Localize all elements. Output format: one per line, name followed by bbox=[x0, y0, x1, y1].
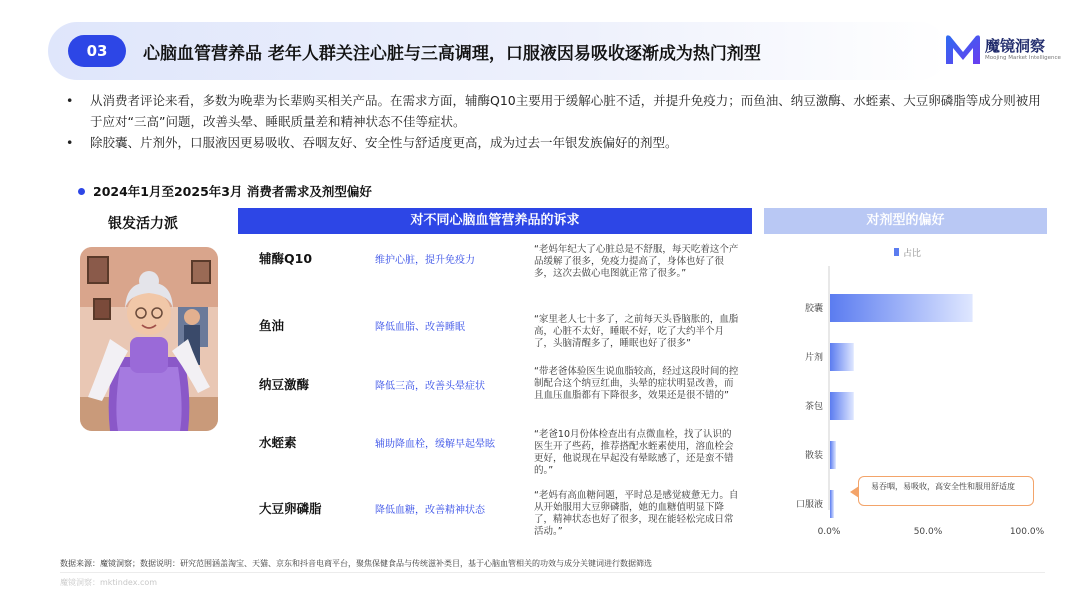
brand-subtitle: Moojing Market Intelligence bbox=[985, 55, 1061, 61]
bullet-marker: • bbox=[66, 135, 74, 150]
category-label: 片剂 bbox=[804, 353, 823, 363]
product-name: 大豆卵磷脂 bbox=[259, 501, 322, 516]
consumer-quote: “老妈有高血糖问题，平时总是感觉疲惫无力。自从开始服用大豆卵磷脂，她的血糖值明显下降了，精神状态也好了很多，现在能轻松完成日常活动。” bbox=[534, 490, 739, 537]
category-label: 散装 bbox=[804, 451, 823, 461]
summary-bullets bbox=[66, 90, 1046, 153]
x-tick-label: 0.0% bbox=[817, 527, 841, 537]
product-name: 鱼油 bbox=[259, 318, 285, 333]
bullet-text: 从消费者评论来看，多数为晚辈为长辈购买相关产品。在需求方面，辅酶Q10主要用于缓解心脏不适，并提升免疫力；而鱼油、纳豆激酶、水蛭素、大豆卵磷脂等成分则被用于应对“三高”问题，改善头晕、睡眠质量差和精神状态不佳等症状。 bbox=[90, 93, 1041, 129]
group-label: 银发活力派 bbox=[108, 216, 178, 232]
subtitle-dot-icon bbox=[78, 188, 85, 195]
section-number-badge: 03 bbox=[68, 35, 126, 67]
x-tick-label: 100.0% bbox=[1009, 527, 1045, 537]
product-name: 水蛭素 bbox=[259, 435, 297, 450]
oral-liquid-callout: 易吞咽，易吸收，高安全性和服用舒适度 bbox=[858, 476, 1034, 506]
bullet-text: 除胶囊、片剂外，口服液因更易吸收、吞咽友好、安全性与舒适度更高，成为过去一年银发族偏好的剂型。 bbox=[90, 135, 678, 150]
consumer-quote: “老妈年纪大了心脏总是不舒服，每天吃着这个产品缓解了很多，免疫力提高了，身体也好了很多，这次去做心电图就正常了很多。” bbox=[534, 244, 739, 279]
consumer-quote: “老爸10月份体检查出有点微血栓，找了认识的医生开了些药，推荐搭配水蛭素使用，溶血栓会更好，他说现在早起没有晕眩感了，还是蛮不错的。” bbox=[534, 429, 734, 476]
elderly-woman-illustration bbox=[80, 247, 218, 431]
section-subtitle bbox=[78, 182, 372, 200]
bullet-item bbox=[66, 132, 1046, 153]
page-title: 心脑血管营养品 老年人群关注心脏与三高调理，口服液因易吸收逐渐成为热门剂型 bbox=[143, 44, 761, 64]
product-row bbox=[238, 366, 752, 426]
dosage-chart-header: 对剂型的偏好 bbox=[764, 208, 1047, 234]
product-row bbox=[238, 490, 752, 550]
legend-label: 占比 bbox=[903, 249, 922, 259]
category-label: 茶包 bbox=[804, 402, 823, 412]
product-name: 辅酶Q10 bbox=[259, 251, 313, 266]
product-row bbox=[238, 429, 752, 489]
bar bbox=[830, 294, 973, 322]
product-appeal: 降低三高，改善头晕症状 bbox=[375, 381, 485, 392]
brand-name: 魔镜洞察 bbox=[985, 37, 1046, 55]
brand-logo-icon bbox=[943, 32, 983, 68]
appeal-table-header: 对不同心脑血管营养品的诉求 bbox=[238, 208, 752, 234]
bullet-marker: • bbox=[66, 93, 74, 108]
category-label: 口服液 bbox=[795, 500, 823, 510]
bar bbox=[830, 343, 854, 371]
section-subtitle-text: 2024年1月至2025年3月 消费者需求及剂型偏好 bbox=[93, 184, 372, 199]
footer-divider bbox=[60, 572, 1045, 573]
data-source-note: 数据来源：魔镜洞察；数据说明：研究范围涵盖淘宝、天猫、京东和抖音电商平台，聚焦保健食品与传统滋补类目，基于心脑血管相关的功效与成分关键词进行数据筛选 bbox=[60, 559, 652, 568]
product-name: 纳豆激酶 bbox=[259, 377, 310, 392]
bar bbox=[830, 392, 854, 420]
consumer-quote: “带老爸体验医生说血脂较高，经过这段时间的控制配合这个纳豆红曲，头晕的症状明显改善，而且血压血脂都有下降很多，效果还是很不错的” bbox=[534, 366, 739, 401]
product-appeal: 降低血糖，改善精神状态 bbox=[375, 505, 485, 516]
product-appeal: 辅助降血栓，缓解早起晕眩 bbox=[375, 439, 495, 450]
product-appeal: 降低血脂、改善睡眠 bbox=[375, 322, 465, 333]
bar bbox=[830, 441, 836, 469]
legend-swatch bbox=[894, 248, 899, 256]
x-tick-label: 50.0% bbox=[913, 527, 943, 537]
consumer-quote: “家里老人七十多了，之前每天头昏脑胀的，血脂高，心脏不太好，睡眠不好，吃了大约半个月了，头脑清醒多了，睡眠也好了很多” bbox=[534, 314, 739, 349]
product-appeal: 维护心脏，提升免疫力 bbox=[375, 255, 475, 266]
product-row bbox=[238, 244, 752, 304]
product-row bbox=[238, 314, 752, 374]
watermark: 魔镜洞察：mktindex.com bbox=[60, 578, 158, 587]
category-label: 胶囊 bbox=[804, 304, 823, 314]
bar bbox=[830, 490, 834, 518]
bullet-item bbox=[66, 90, 1046, 132]
